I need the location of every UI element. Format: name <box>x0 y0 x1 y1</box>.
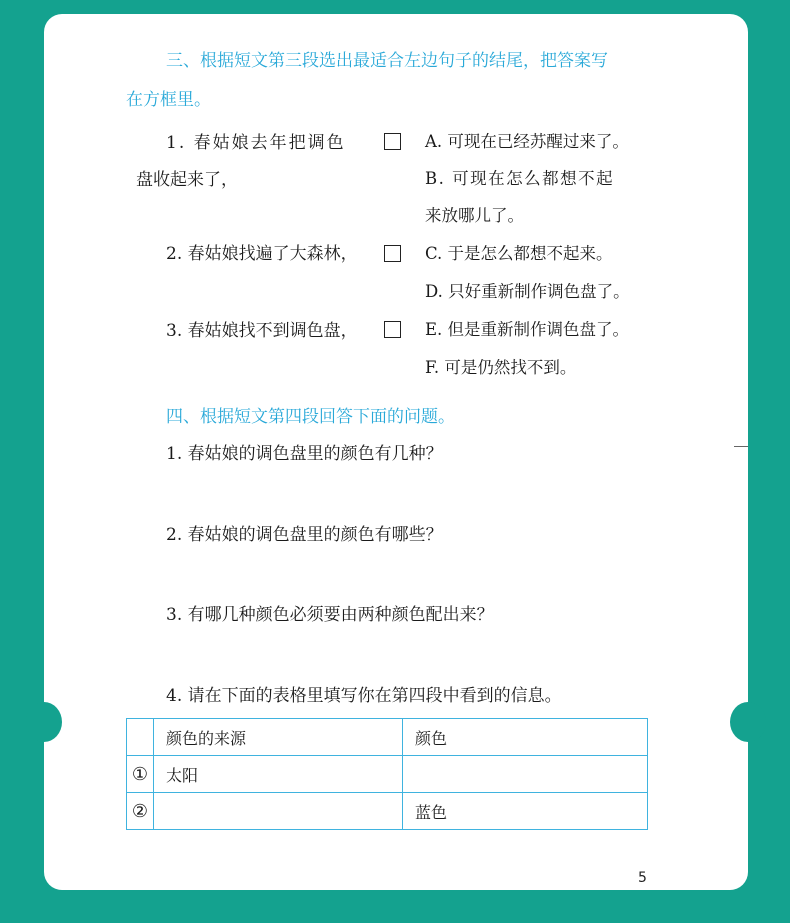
page-number: 5 <box>638 870 647 886</box>
section4-question-3: 3. 有哪几种颜色必须要由两种颜色配出来？ <box>166 605 494 625</box>
section4-title: 四、根据短文第四段回答下面的问题。 <box>166 407 455 427</box>
margin-tick <box>734 446 748 447</box>
section4-question-4: 4. 请在下面的表格里填写你在第四段中看到的信息。 <box>166 686 562 706</box>
section3-title-line1: 三、根据短文第三段选出最适合左边句子的结尾，把答案写 <box>166 51 608 71</box>
question-2: 2. 春姑娘找遍了大森林， <box>166 244 358 264</box>
source-cell[interactable] <box>154 793 403 830</box>
table-row <box>127 793 648 830</box>
table-header-color: 颜色 <box>403 719 648 756</box>
option-b-line2: 来放哪儿了。 <box>425 206 524 225</box>
section3-title-line2: 在方框里。 <box>126 90 211 110</box>
color-cell[interactable] <box>403 756 648 793</box>
answer-box-2[interactable] <box>384 245 401 262</box>
answer-box-3[interactable] <box>384 321 401 338</box>
option-b-line1: B. 可现在怎么都想不起 <box>425 169 615 188</box>
option-f: F. 可是仍然找不到。 <box>425 358 577 377</box>
left-notch <box>26 702 62 742</box>
right-notch <box>730 702 766 742</box>
row-number: ② <box>127 793 154 830</box>
question-3: 3. 春姑娘找不到调色盘， <box>166 321 358 341</box>
answer-box-1[interactable] <box>384 133 401 150</box>
color-cell[interactable]: 蓝色 <box>403 793 648 830</box>
table-header-num <box>127 719 154 756</box>
row-number: ① <box>127 756 154 793</box>
source-cell[interactable]: 太阳 <box>154 756 403 793</box>
table-row <box>127 756 648 793</box>
section4-question-2: 2. 春姑娘的调色盘里的颜色有哪些？ <box>166 525 443 545</box>
table-header-source: 颜色的来源 <box>154 719 403 756</box>
section4-question-1: 1. 春姑娘的调色盘里的颜色有几种？ <box>166 444 443 464</box>
question-1-line1: 1. 春姑娘去年把调色 <box>166 133 346 153</box>
option-d: D. 只好重新制作调色盘了。 <box>425 282 630 301</box>
table-header-row <box>127 719 648 756</box>
option-c: C. 于是怎么都想不起来。 <box>425 244 613 263</box>
info-table <box>126 718 648 830</box>
option-e: E. 但是重新制作调色盘了。 <box>425 320 630 339</box>
question-1-line2: 盘收起来了， <box>136 170 238 190</box>
option-a: A. 可现在已经苏醒过来了。 <box>425 132 629 151</box>
